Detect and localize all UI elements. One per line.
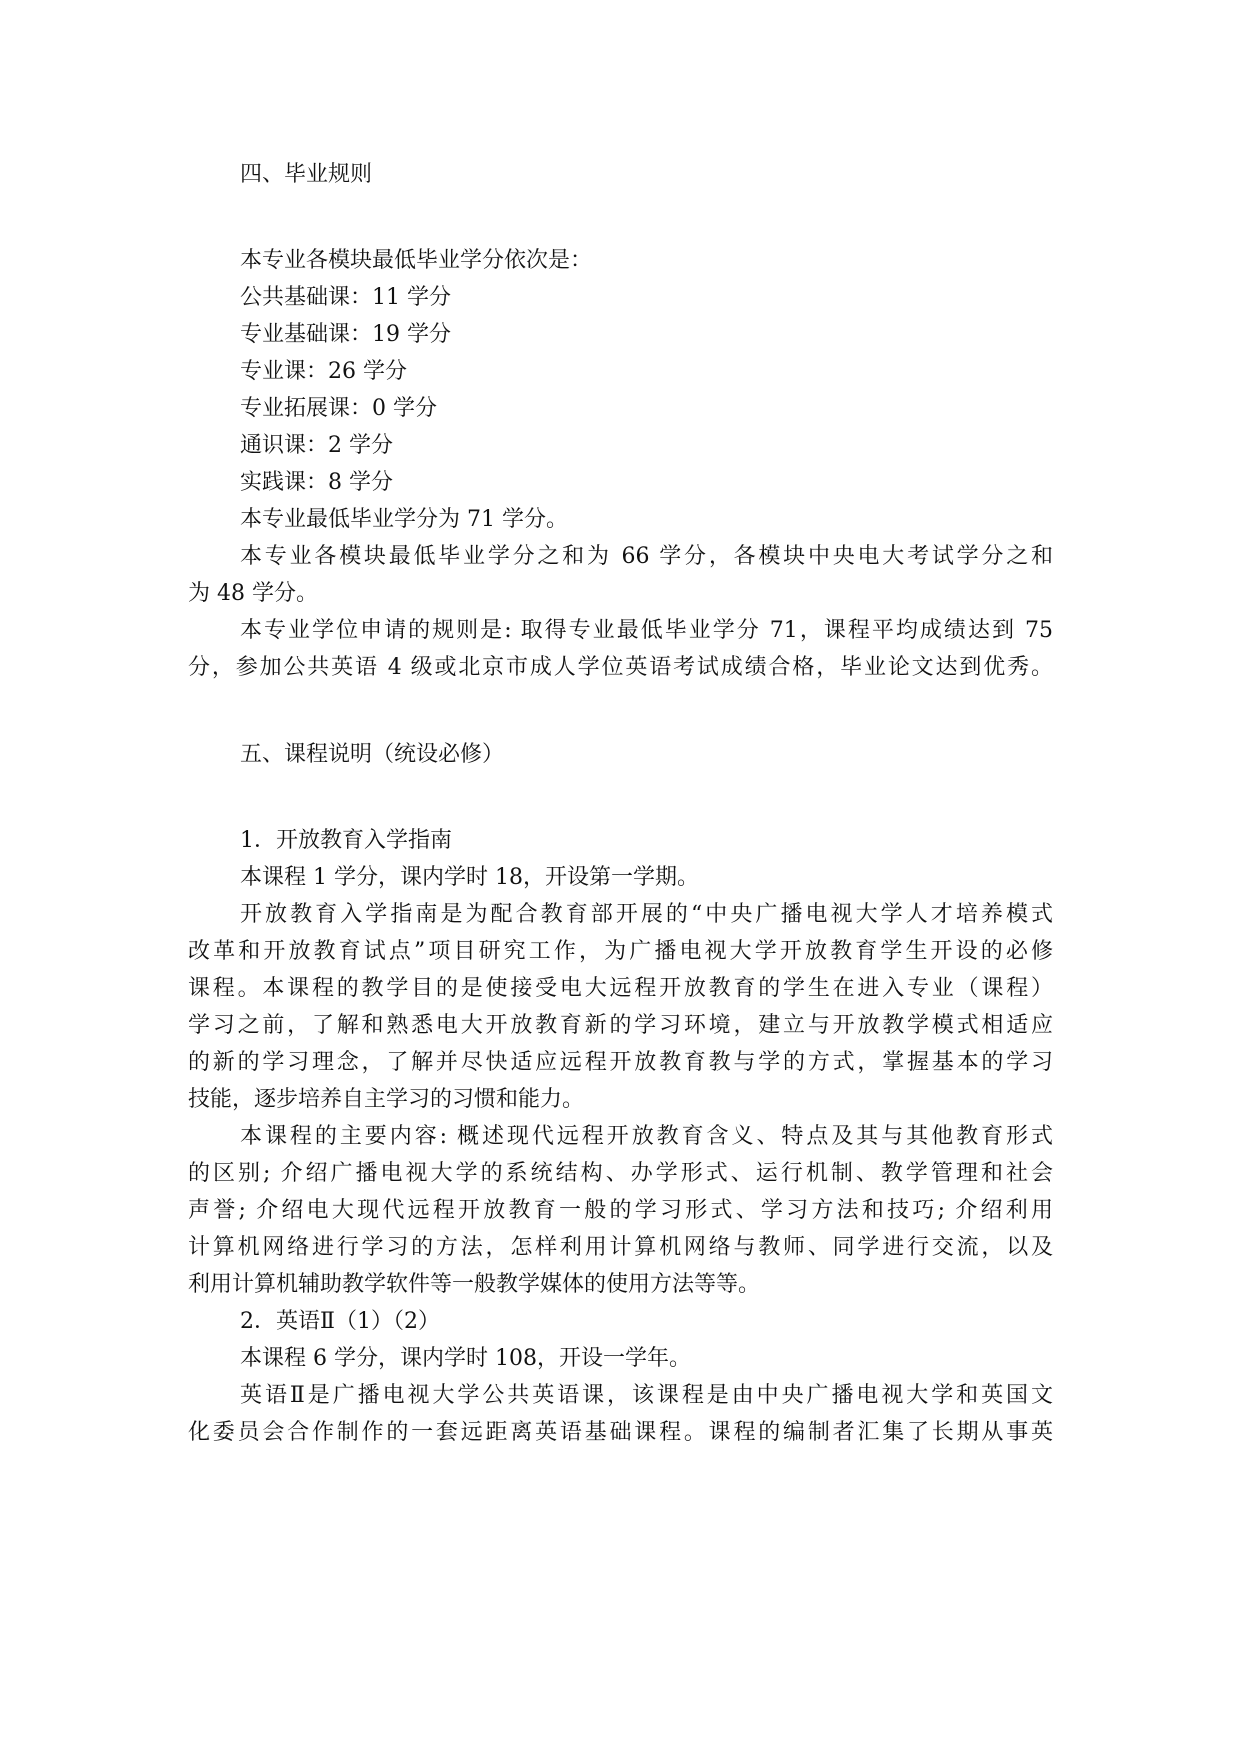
course-content-line: 利用计算机辅助教学软件等一般教学媒体的使用方法等等。 [188,1272,761,1297]
course-content-line: 本课程的主要内容: 概述现代远程开放教育含义、特点及其与其他教育形式 [240,1124,1053,1149]
module-credit-item: 专业基础课：19 学分 [240,322,451,347]
section-heading-graduation-rules: 四、毕业规则 [240,162,373,187]
document-page [188,0,1053,1754]
course-desc-line: 开放教育入学指南是为配合教育部开展的“中央广播电视大学人才培养模式 [240,902,1053,927]
course-content-line: 声誉; 介绍电大现代远程开放教育一般的学习形式、学习方法和技巧; 介绍利用 [188,1198,1053,1223]
degree-rules-paragraph-cont: 分，参加公共英语 4 级或北京市成人学位英语考试成绩合格，毕业论文达到优秀。 [188,655,1053,680]
course-desc-line: 的新的学习理念，了解并尽快适应远程开放教育教与学的方式，掌握基本的学习 [188,1050,1053,1075]
modules-intro: 本专业各模块最低毕业学分依次是： [240,248,593,273]
course-content-line: 的区别; 介绍广播电视大学的系统结构、办学形式、运行机制、教学管理和社会 [188,1161,1053,1186]
module-credit-item: 通识课：2 学分 [240,433,393,458]
module-credit-item: 专业拓展课：0 学分 [240,396,437,421]
course-credits: 本课程 1 学分，课内学时 18，开设第一学期。 [240,865,699,890]
module-credit-item: 实践课：8 学分 [240,470,393,495]
course-desc-line: 化委员会合作制作的一套远距离英语基础课程。课程的编制者汇集了长期从事英 [188,1420,1053,1445]
course-desc-line: 技能，逐步培养自主学习的习惯和能力。 [188,1087,585,1112]
course-desc-line: 学习之前，了解和熟悉电大开放教育新的学习环境，建立与开放教学模式相适应 [188,1013,1053,1038]
module-credit-item: 公共基础课：11 学分 [240,285,451,310]
course-desc-line: 英语Ⅱ是广播电视大学公共英语课，该课程是由中央广播电视大学和英国文 [240,1383,1053,1408]
module-credit-item: 专业课：26 学分 [240,359,407,384]
min-total-credits: 本专业最低毕业学分为 71 学分。 [240,507,568,532]
course-title: 1．开放教育入学指南 [240,828,452,853]
course-title: 2．英语Ⅱ（1）（2） [240,1309,440,1334]
course-content-line: 计算机网络进行学习的方法，怎样利用计算机网络与教师、同学进行交流，以及 [188,1235,1053,1260]
course-credits: 本课程 6 学分，课内学时 108，开设一学年。 [240,1346,691,1371]
degree-rules-paragraph: 本专业学位申请的规则是: 取得专业最低毕业学分 71，课程平均成绩达到 75 [240,618,1053,643]
course-desc-line: 课程。本课程的教学目的是使接受电大远程开放教育的学生在进入专业（课程） [188,976,1053,1001]
section-heading-course-description: 五、课程说明（统设必修） [240,742,505,767]
course-desc-line: 改革和开放教育试点”项目研究工作，为广播电视大学开放教育学生开设的必修 [188,939,1053,964]
credit-sum-paragraph-cont: 为 48 学分。 [188,581,318,606]
credit-sum-paragraph: 本专业各模块最低毕业学分之和为 66 学分，各模块中央电大考试学分之和 [240,544,1053,569]
